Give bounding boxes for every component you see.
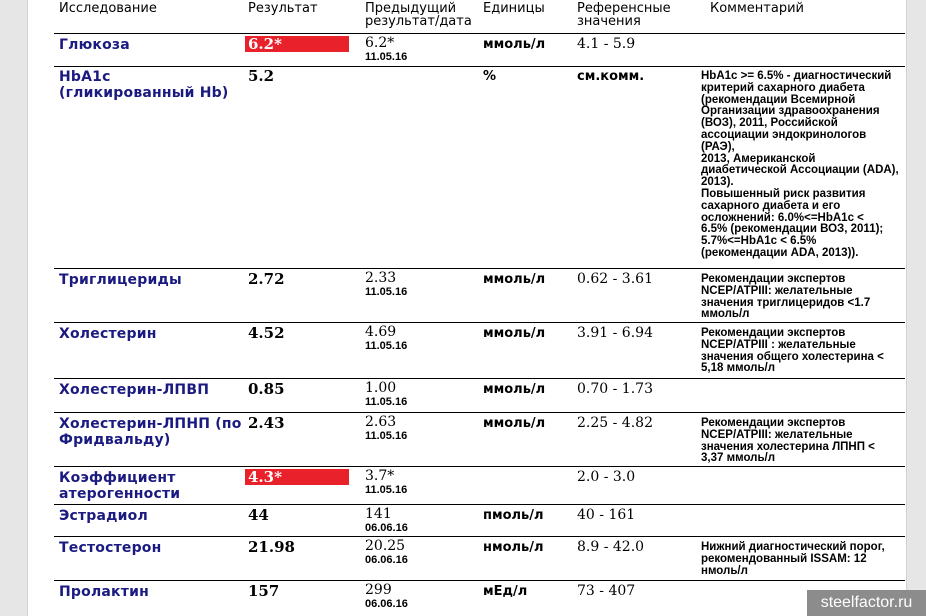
previous-result: 4.69 (365, 324, 397, 340)
left-margin (0, 0, 28, 616)
right-margin (906, 0, 926, 616)
units: пмоль/л (483, 508, 544, 523)
comment: HbA1c >= 6.5% - диагностический критерий сахарного диабета (рекомендации Всемирной Организации здравоохранения (ВОЗ), 2011, Российской ассоциации эндокринологов (РАЭ), 2013, Американской диабетической Ассоциации (ADA), 2013). Повышенный риск развития сахарного диабета и его осложнений: 6.0%<=HbA1c < 6.5% (рекомендации ВОЗ, 2011); 5.7%<=HbA1c < 6.5% (рекомендации ADA, 2013)). (701, 70, 899, 259)
test-name: Тестостерон (59, 540, 162, 556)
row-divider (54, 504, 905, 505)
previous-result: 20.25 (365, 538, 406, 554)
row-divider (54, 322, 905, 323)
result-value: 2.43 (248, 414, 285, 432)
previous-result: 3.7* (365, 468, 395, 484)
units: нмоль/л (483, 540, 544, 555)
previous-result: 2.63 (365, 414, 397, 430)
reference-range: 73 - 407 (577, 583, 636, 599)
previous-date: 11.05.16 (365, 51, 408, 63)
row-divider (54, 378, 905, 379)
header-comment: Комментарий (710, 1, 804, 16)
previous-result: 141 (365, 506, 392, 522)
header-previous: Предыдущий результат/дата (365, 1, 472, 29)
result-value: 157 (248, 582, 280, 600)
units: % (483, 69, 497, 84)
comment: Нижний диагностический порог, рекомендованный ISSAM: 12 нмоль/л (701, 541, 885, 577)
test-name: Холестерин (59, 326, 157, 342)
previous-date: 11.05.16 (365, 340, 408, 352)
row-divider (54, 536, 905, 537)
reference-range: 40 - 161 (577, 507, 636, 523)
units: мЕд/л (483, 584, 528, 599)
row-divider (54, 580, 905, 581)
reference-range: 8.9 - 42.0 (577, 539, 645, 555)
reference-range: 0.70 - 1.73 (577, 381, 653, 397)
previous-date: 06.06.16 (365, 522, 408, 534)
previous-date: 11.05.16 (365, 396, 408, 408)
result-value: 44 (248, 506, 269, 524)
units: ммоль/л (483, 37, 546, 52)
row-divider (54, 33, 905, 34)
test-name: Коэффициент атерогенности (59, 470, 181, 502)
result-value: 2.72 (248, 270, 285, 288)
watermark: steelfactor.ru (807, 590, 926, 616)
test-name: Холестерин-ЛПВП (59, 382, 210, 398)
reference-range: 3.91 - 6.94 (577, 325, 653, 341)
comment: Рекомендации экспертов NCEP/ATPIII : желательные значения общего холестерина < 5,18 ммоль/л (701, 327, 884, 375)
units: ммоль/л (483, 416, 546, 431)
previous-date: 11.05.16 (365, 430, 408, 442)
previous-result: 1.00 (365, 380, 397, 396)
previous-result: 299 (365, 582, 392, 598)
result-value: 0.85 (248, 380, 285, 398)
test-name: HbA1c (гликированный Hb) (59, 69, 229, 101)
previous-date: 11.05.16 (365, 484, 408, 496)
result-value: 4.52 (248, 324, 285, 342)
result-value-flagged: 4.3* (245, 469, 349, 485)
reference-range: 0.62 - 3.61 (577, 271, 653, 287)
test-name: Триглицериды (59, 272, 182, 288)
row-divider (54, 66, 905, 67)
reference-range: 2.0 - 3.0 (577, 469, 636, 485)
previous-date: 11.05.16 (365, 286, 408, 298)
result-value: 21.98 (248, 538, 295, 556)
units: ммоль/л (483, 326, 546, 341)
result-value-flagged: 6.2* (245, 36, 349, 52)
reference-range: см.комм. (577, 69, 645, 84)
header-units: Единицы (483, 1, 545, 16)
reference-range: 2.25 - 4.82 (577, 415, 653, 431)
units: ммоль/л (483, 382, 546, 397)
units: ммоль/л (483, 272, 546, 287)
header-result: Результат (248, 1, 318, 16)
comment: Рекомендации экспертов NCEP/ATPIII: желательные значения холестерина ЛПНП < 3,37 ммоль/л (701, 417, 875, 465)
row-divider (54, 466, 905, 467)
result-value: 5.2 (248, 67, 275, 85)
reference-range: 4.1 - 5.9 (577, 36, 636, 52)
test-name: Пролактин (59, 584, 149, 600)
previous-result: 6.2* (365, 35, 395, 51)
comment: Рекомендации экспертов NCEP/ATPIII: желательные значения триглицеридов <1.7 ммоль/л (701, 273, 871, 321)
test-name: Холестерин-ЛПНП (по Фридвальду) (59, 416, 242, 448)
test-name: Эстрадиол (59, 508, 148, 524)
previous-result: 2.33 (365, 270, 397, 286)
previous-date: 06.06.16 (365, 554, 408, 566)
header-study: Исследование (59, 1, 157, 16)
test-name: Глюкоза (59, 37, 130, 53)
header-reference: Референсные значения (577, 1, 671, 29)
row-divider (54, 268, 905, 269)
row-divider (54, 412, 905, 413)
previous-date: 06.06.16 (365, 598, 408, 610)
